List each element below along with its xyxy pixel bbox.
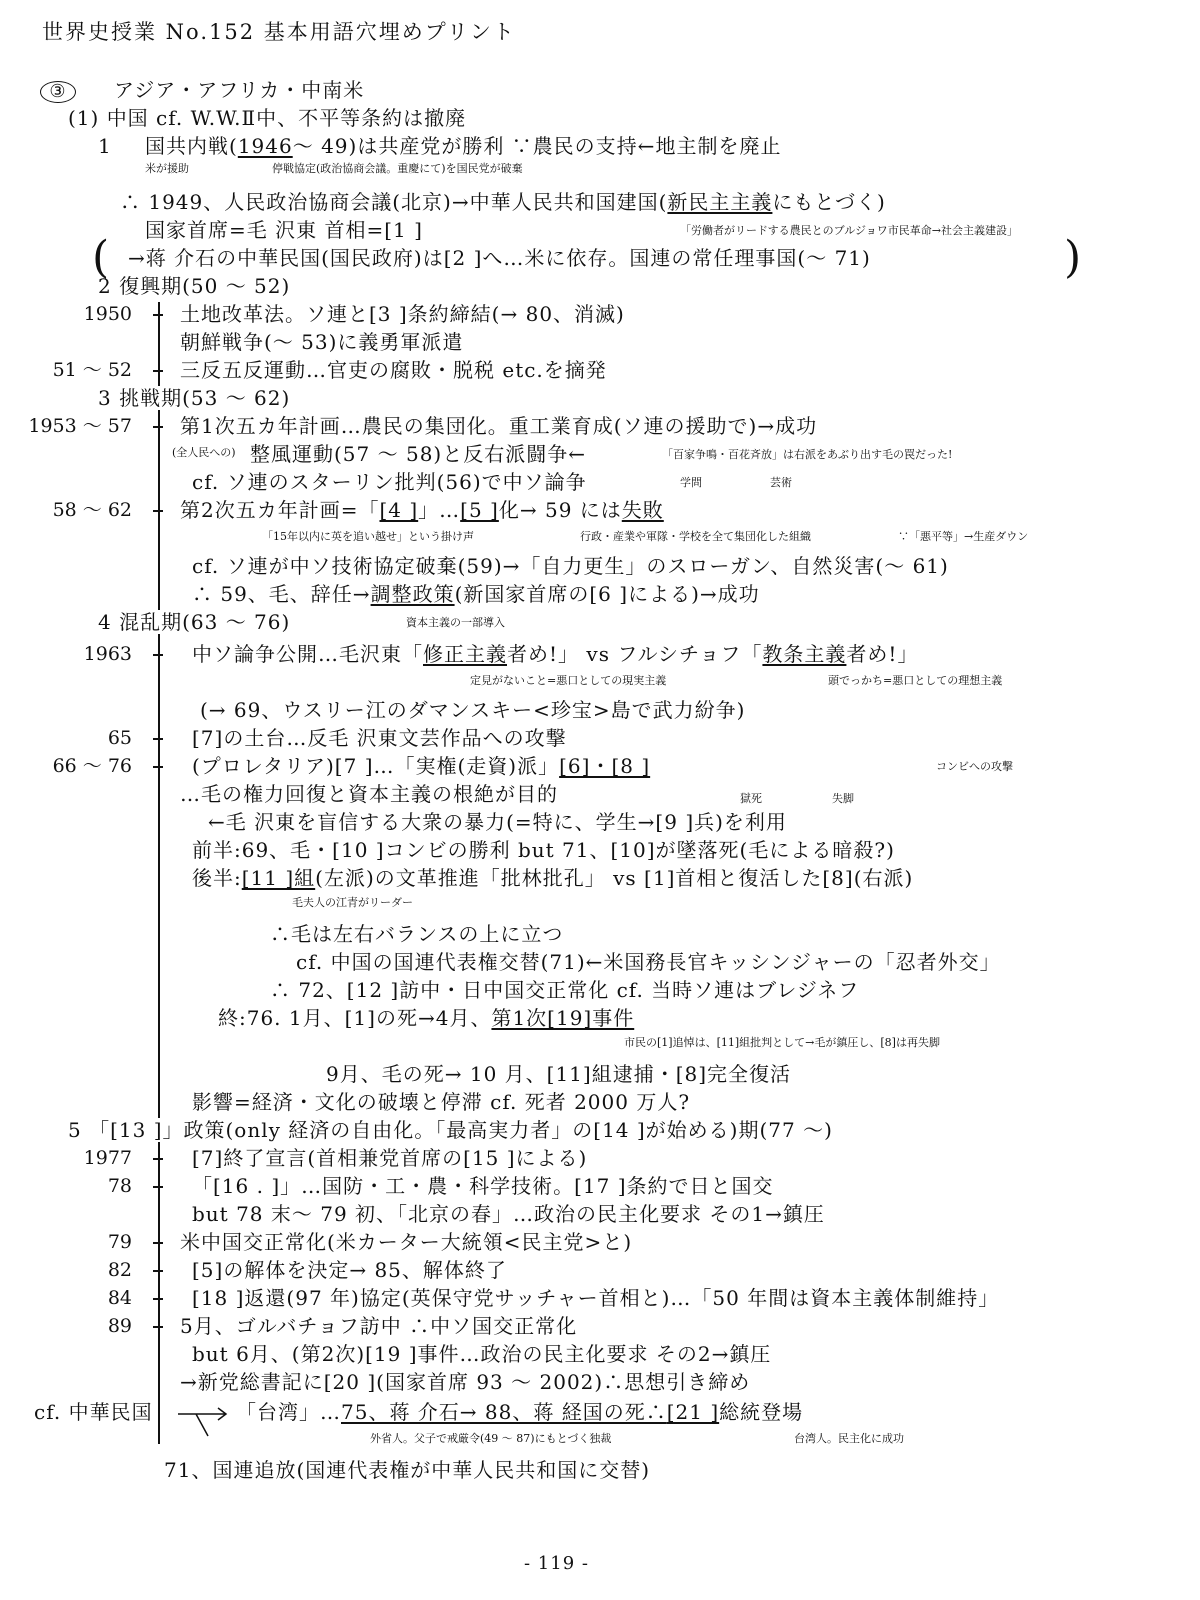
note-arts: 芸術 [770,476,792,489]
adjustment-policy: 調整政策 [370,582,455,606]
line-sino-soviet: 中ソ論争公開…毛沢東「修正主義者め!」 vs フルシチョフ「教条主義者め!」 [192,642,919,666]
note-mourning: 市民の[1]追悼は、[11]組批判として→毛が鎮圧し、[8]は再失脚 [624,1036,940,1049]
line-us-china: 米中国交正常化(米カーター大統領<民主党>と) [180,1230,633,1254]
blank-6-8: [6]・[8 ] [559,754,651,778]
note-ceasefire: 停戦協定(政治協商会議。重慶にて)を国民党が破棄 [272,162,523,175]
tick-66-76 [153,766,163,768]
note-martial-law: 外省人。父子で戒厳令(49 〜 87)にもとづく独裁 [370,1432,612,1445]
line-new-secretary: →新党総書記に[20 ](国家首席 93 〜 2002)∴思想引き締め [180,1370,751,1394]
note-bourgeois-revolution: 「労働者がリードする農民とのブルジョワ市民革命→社会主義建設」 [680,224,1018,237]
tick-1977 [153,1158,163,1160]
branch-arrow [176,1404,236,1440]
section-title: アジア・アフリカ・中南米 [114,78,365,102]
year-51-52: 51 〜 52 [52,359,132,381]
note-overtake-britain: 「15年以内に英を追い越せ」という掛け声 [262,530,474,543]
blank-11: [11 ]組 [241,866,316,890]
tick-58-62 [153,510,163,512]
line-power-recovery: …毛の権力回復と資本主義の根絶が目的 [180,782,558,806]
line-chiang: →蒋 介石の中華民国(国民政府)は[2 ]へ…米に依存。国連の常任理事国(〜 71) [128,246,871,270]
note-all-people: (全人民への) [172,446,236,459]
note-downfall: 失脚 [832,792,854,805]
tick-82 [153,1270,163,1272]
note-died-in-prison: 獄死 [740,792,762,805]
line-mass-violence: ←毛 沢東を盲信する大衆の暴力(=特に、学生→[9 ]兵)を利用 [208,810,787,834]
dogmatism: 教条主義 [762,642,847,666]
line-beijing-spring: but 78 末〜 79 初、「北京の春」…政治の民主化要求 その1→鎮圧 [192,1202,825,1226]
part-4-heading: 4 混乱期(63 〜 76) [98,610,291,634]
chiang-succession: 75、蒋 介石→ 88、蒋 経国の死∴ [341,1400,667,1424]
line-second-five-year: 第2次五カ年計画=「[4 ]」…[5 ]化→ 59 には失敗 [180,498,664,522]
part-5-heading: 5 「[13 ]」政策(only 経済の自由化。「最高実力者」の[14 ]が始める)期(77 〜) [68,1118,833,1142]
line-stalin-criticism: cf. ソ連のスターリン批判(56)で中ソ論争 [192,470,587,494]
year-78: 78 [107,1175,132,1197]
subsection-1: (1) 中国 cf. W.W.Ⅱ中、不平等条約は撤廃 [68,106,467,130]
tick-1963 [153,654,163,656]
line-end-declaration: [7]終了宣言(首相兼党首席の[15 ]による) [192,1146,588,1170]
year-1977: 1977 [83,1147,132,1169]
year-84: 84 [107,1287,132,1309]
right-paren: ) [1064,232,1082,283]
note-collectivization: 行政・産業や軍隊・学校を全て集団化した組織 [580,530,811,543]
year-79: 79 [107,1231,132,1253]
line-june-incident: but 6月、(第2次)[19 ]事件…政治の民主化要求 その2→鎮圧 [192,1342,772,1366]
tick-78 [153,1186,163,1188]
year-1950: 1950 [83,303,132,325]
year-65: 65 [107,727,132,749]
note-partial-capitalism: 資本主義の一部導入 [406,616,505,629]
left-paren: ( [92,232,110,283]
tick-1950 [153,314,163,316]
year-1953-57: 1953 〜 57 [28,415,132,437]
section-number: ③ [40,81,76,103]
year-82: 82 [107,1259,132,1281]
line-balance: ∴毛は左右バランスの上に立つ [270,922,564,946]
tick-79 [153,1242,163,1244]
line-un-expulsion: 71、国連追放(国連代表権が中華人民共和国に交替) [164,1458,651,1482]
line-rectification: 整風運動(57 〜 58)と反右派闘争← [250,442,586,466]
line-dissolution: [5]の解体を決定→ 85、解体終了 [192,1258,507,1282]
line-damansky: (→ 69、ウスリー江のダマンスキー<珍宝>島で武力紛争) [200,698,746,722]
section-heading [40,78,364,103]
year-58-62: 58 〜 62 [52,499,132,521]
line-first-five-year: 第1次五カ年計画…農民の集団化。重工業育成(ソ連の援助で)→成功 [180,414,818,438]
part-2-heading: 2 復興期(50 〜 52) [98,274,291,298]
line-modernizations: 「[16 . ]」…国防・工・農・科学技術。[17 ]条約で日と国交 [192,1174,774,1198]
note-taiwanese: 台湾人。民主化に成功 [794,1432,904,1445]
line-adjustment: ∴ 59、毛、辞任→調整政策(新国家首席の[6 ]による)→成功 [192,582,760,606]
page-number: - 119 - [524,1553,589,1574]
tick-84 [153,1298,163,1300]
blank-4: [4 ] [379,498,419,522]
year-66-76: 66 〜 76 [52,755,132,777]
line-mao-death: 9月、毛の死→ 10 月、[11]組逮捕・[8]完全復活 [326,1062,792,1086]
line-taiwan: 「台湾」…75、蒋 介石→ 88、蒋 経国の死∴[21 ]総統登場 [236,1400,804,1424]
part-1-number: 1 [98,134,112,158]
page-title: 世界史授業 No.152 基本用語穴埋めプリント [42,20,516,44]
note-bad-equality: ∵「悪平等」→生産ダウン [898,530,1029,543]
roc-label: cf. 中華民国 [34,1400,153,1424]
blank-5: [5 ] [460,498,499,522]
line-head-of-state: 国家首席=毛 沢東 首相=[1 ] [145,218,423,242]
note-combo-attack: コンビへの攻撃 [936,760,1013,773]
line-first-half: 前半:69、毛・[10 ]コンビの勝利 but 71、[10]が墜落死(毛による暗殺?) [192,838,895,862]
blank-21: [21 ] [666,1400,720,1424]
year-1946: 1946 [237,134,293,158]
line-second-half: 後半:[11 ]組(左派)の文革推進「批林批孔」 vs [1]首相と復活した[8](右派) [192,866,914,890]
tick-65 [153,738,163,740]
first-incident: 第1次[19]事件 [491,1006,635,1030]
note-jiang-qing: 毛夫人の江青がリーダー [292,896,413,909]
line-gorbachev: 5月、ゴルバチョフ訪中 ∴中ソ国交正常化 [180,1314,578,1338]
line-1949: ∴ 1949、人民政治協商会議(北京)→中華人民共和国建国(新民主主義にもとづく) [120,190,886,214]
line-korean-war: 朝鮮戦争(〜 53)に義勇軍派遣 [180,330,464,354]
line-un-seat: cf. 中国の国連代表権交替(71)←米国務長官キッシンジャーの「忍者外交」 [296,950,1001,974]
line-cultural-attack: [7]の土台…反毛 沢東文芸作品への攻撃 [192,726,567,750]
tick-1953-57 [153,426,163,428]
tick-51-52 [153,370,163,372]
line-land-reform: 土地改革法。ソ連と[3 ]条約締結(→ 80、消滅) [180,302,625,326]
note-idealism: 頭でっかち=悪口としての理想主義 [828,674,1003,687]
failure: 失敗 [621,498,664,522]
line-return-agreement: [18 ]返還(97 年)協定(英保守党サッチャー首相と)…「50 年間は資本主義体制維持」 [192,1286,1000,1310]
note-hundred-flowers: 「百家争鳴・百花斉放」は右派をあぶり出す毛の罠だった! [662,448,953,461]
note-academics: 学問 [680,476,702,489]
line-soviet-break: cf. ソ連が中ソ技術協定破棄(59)→「自力更生」のスローガン、自然災害(〜 61) [192,554,949,578]
part-3-heading: 3 挑戦期(53 〜 62) [98,386,291,410]
branch-arrow-path [178,1408,226,1436]
new-democracy: 新民主主義 [667,190,773,214]
year-89: 89 [107,1315,132,1337]
note-us-aid: 米が援助 [145,162,189,175]
note-realism: 定見がないこと=悪口としての現実主義 [470,674,667,687]
line-three-anti: 三反五反運動…官吏の腐敗・脱税 etc.を摘発 [180,358,607,382]
line-nixon-visit: ∴ 72、[12 ]訪中・日中国交正常化 cf. 当時ソ連はブレジネフ [270,978,860,1002]
revisionism: 修正主義 [423,642,507,666]
line-proletarian: (プロレタリア)[7 ]…「実権(走資)派」[6]・[8 ] [192,754,651,778]
line-end-1976: 終:76. 1月、[1]の死→4月、第1次[19]事件 [218,1006,635,1030]
part-1-line: 国共内戦(1946〜 49)は共産党が勝利 ∵農民の支持←地主制を廃止 [145,134,782,158]
timeline-1 [158,302,160,1444]
line-impact: 影響=経済・文化の破壊と停滞 cf. 死者 2000 万人? [192,1090,691,1114]
tick-89 [153,1326,163,1328]
year-1963: 1963 [83,643,132,665]
